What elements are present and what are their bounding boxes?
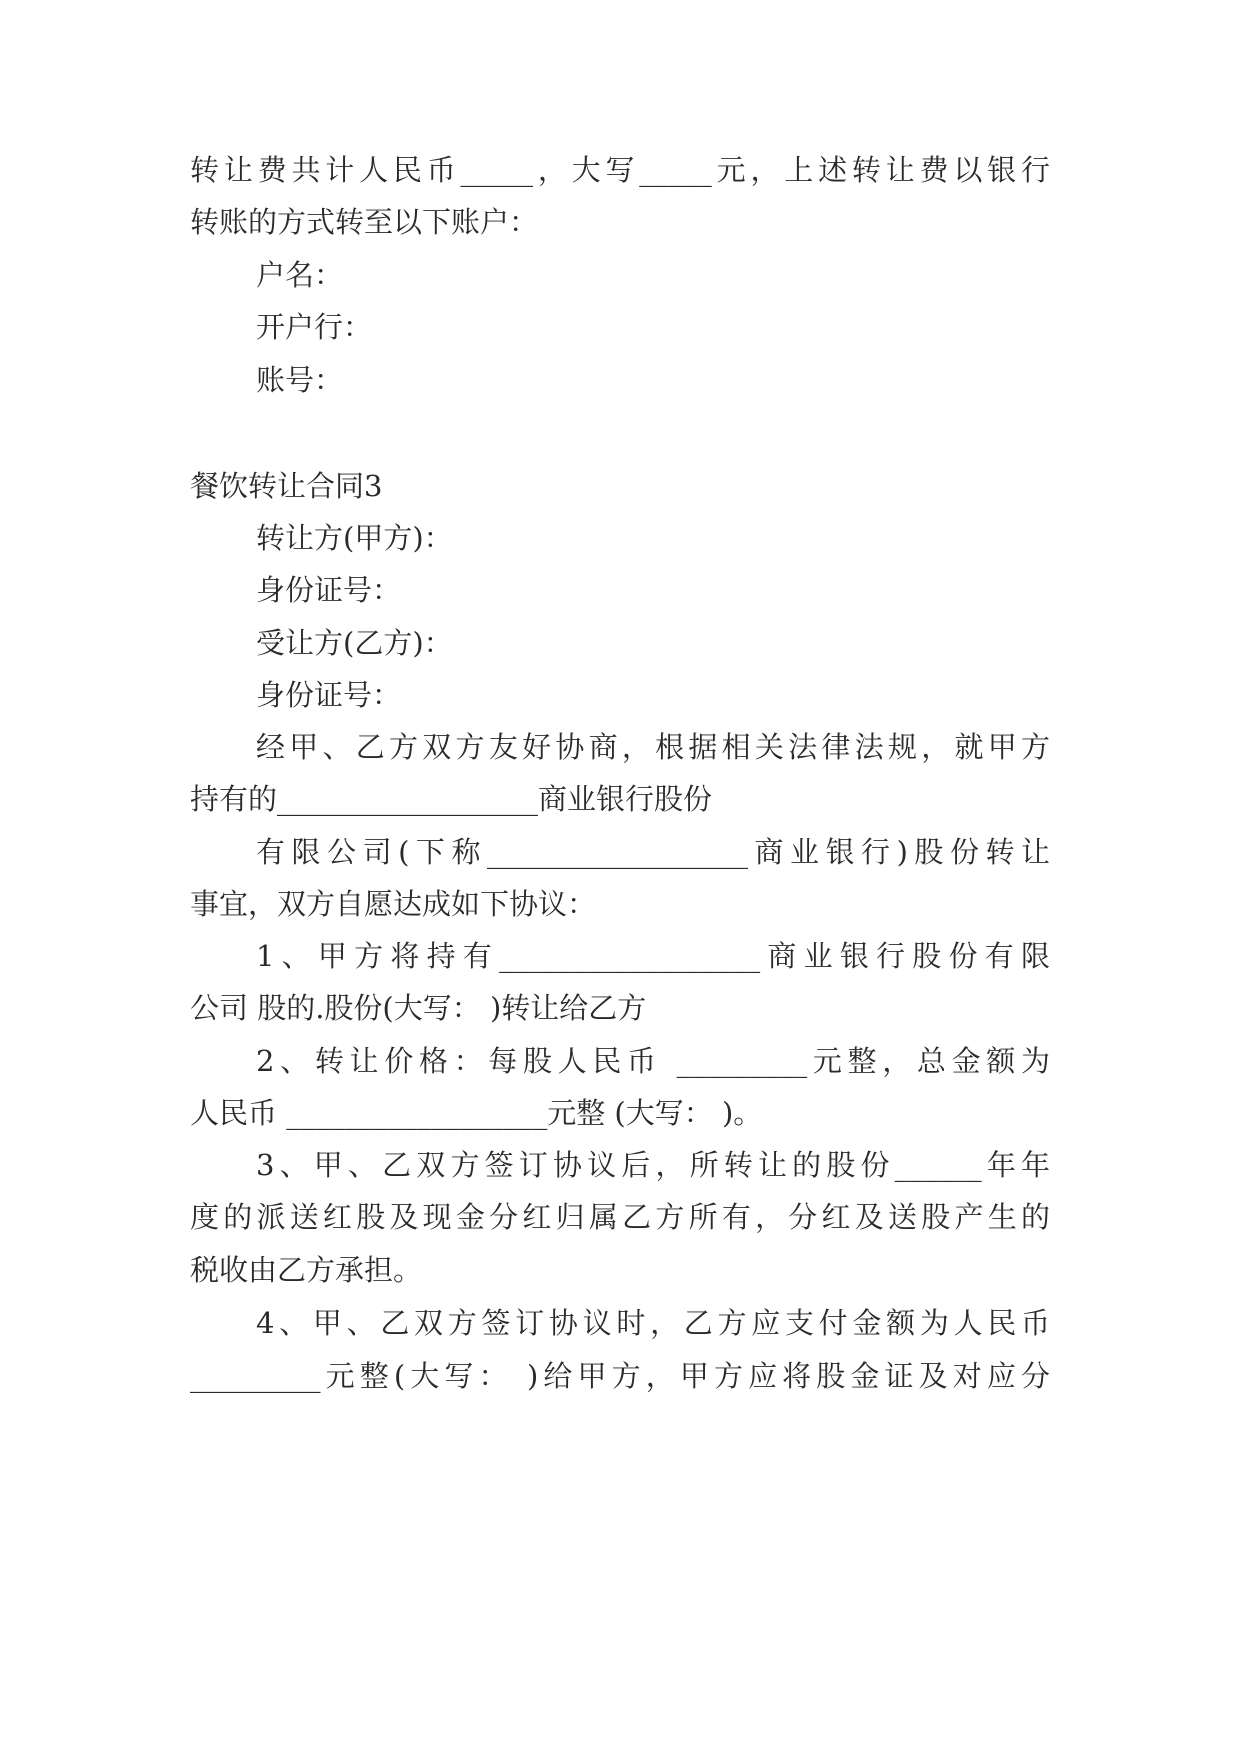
clause-2-line-1: 2、转让价格：每股人民币 _________元整，总金额为 <box>256 1044 1050 1078</box>
clause-3-line-3: 税收由乙方承担。 <box>190 1253 423 1287</box>
bank-label: 开户行： <box>256 310 373 344</box>
transfer-fee-line: 转让费共计人民币_____，大写_____元，上述转让费以银行 <box>190 153 1050 187</box>
transfer-method-line: 转账的方式转至以下账户： <box>190 205 539 239</box>
clause-2-line-2: 人民币 __________________元整 (大写： )。 <box>190 1096 763 1130</box>
clause-1-line-1: 1、甲方将持有__________________商业银行股份有限 <box>256 939 1050 973</box>
preamble-line-4: 事宜，双方自愿达成如下协议： <box>190 887 597 921</box>
clause-3-line-1: 3、甲、乙双方签订协议后，所转让的股份______年年 <box>256 1148 1050 1182</box>
transferee-label: 受让方(乙方)： <box>256 626 453 660</box>
preamble-line-3: 有限公司(下称__________________商业银行)股份转让 <box>256 835 1050 869</box>
transferor-id-label: 身份证号： <box>256 573 402 607</box>
clause-4-line-1: 4、甲、乙双方签订协议时，乙方应支付金额为人民币 <box>256 1306 1050 1340</box>
clause-1-line-2: 公司 股的.股份(大写： )转让给乙方 <box>190 991 647 1025</box>
account-number-label: 账号： <box>256 363 344 397</box>
clause-3-line-2: 度的派送红股及现金分红归属乙方所有，分红及送股产生的 <box>190 1200 1050 1234</box>
account-name-label: 户名： <box>256 258 344 292</box>
transferee-id-label: 身份证号： <box>256 678 402 712</box>
clause-4-line-2: _________元整(大写： )给甲方，甲方应将股金证及对应分 <box>190 1359 1050 1393</box>
transferor-label: 转让方(甲方)： <box>256 521 453 555</box>
preamble-line-2: 持有的__________________商业银行股份 <box>190 782 713 816</box>
contract-title: 餐饮转让合同3 <box>190 469 383 503</box>
preamble-line-1: 经甲、乙方双方友好协商，根据相关法律法规，就甲方 <box>256 730 1050 764</box>
